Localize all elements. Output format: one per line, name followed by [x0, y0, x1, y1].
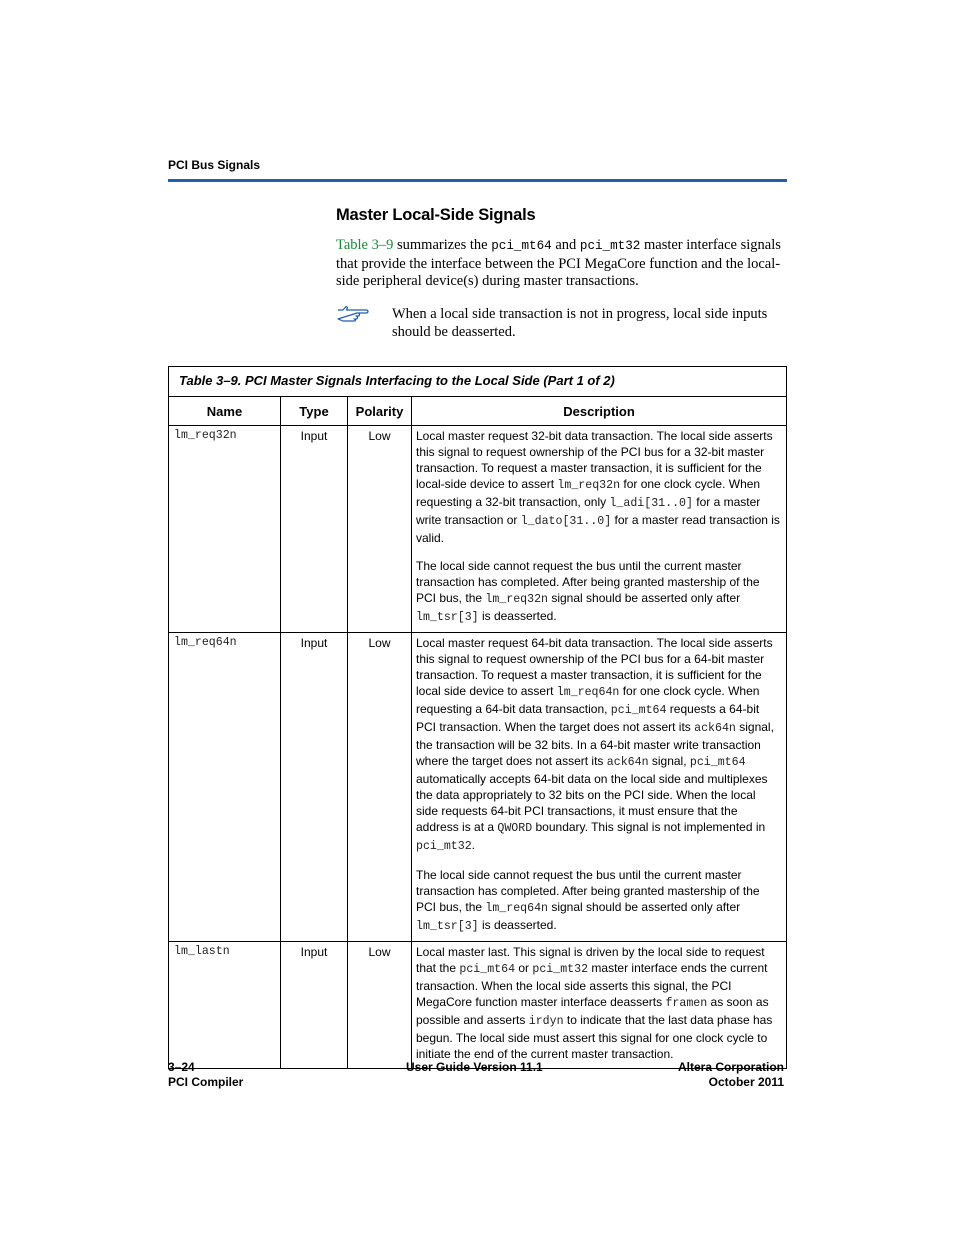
description-code: pci_mt32	[416, 840, 472, 853]
description-text: Local master request 64-bit data transaction. The local side asserts this signal to request ownership of the PCI bus for a 64-bit master transaction. To request a master transaction, it is sufficient for the local side device to assert	[416, 636, 773, 698]
description-code: irdyn	[528, 1015, 564, 1028]
description-text: The local side cannot request the bus until the current master transaction has completed. After being granted mastership of the PCI bus, the	[416, 868, 760, 914]
table-link[interactable]: Table 3–9	[336, 237, 394, 253]
description-code: framen	[665, 997, 708, 1010]
signal-name: lm_req64n	[169, 633, 281, 942]
description-code: pci_mt64	[689, 756, 746, 769]
description-paragraph	[416, 428, 780, 546]
description-text: signal, the transaction will be 32 bits. In a 64-bit master write transaction where the target does not assert its	[416, 720, 774, 768]
description-code: ack64n	[694, 722, 736, 735]
description-text: to indicate that the last data phase has begun. The local side must assert this signal for one clock cycle to initiate the end of the current master transaction.	[416, 1013, 773, 1061]
running-header: PCI Bus Signals	[168, 158, 261, 172]
guide-version: User Guide Version 11.1	[406, 1060, 543, 1074]
description-code: pci_mt32	[532, 963, 589, 976]
description-text: automatically accepts 64-bit data on the local side and multiplexes the data appropriately to 32 bits on the PCI side. When the local side requests 64-bit PCI transactions, it must ensure that the address is at a	[416, 772, 768, 834]
description-text: is deasserted.	[478, 609, 557, 623]
description-text: master interface ends the current transaction. When the local side asserts this signal, the PCI MegaCore function master interface deasserts	[416, 961, 768, 1009]
signal-type: Input	[281, 426, 348, 633]
description-text: for a master write transaction or	[416, 495, 761, 527]
signal-type: Input	[281, 633, 348, 942]
description-text: boundary. This signal is not implemented in	[532, 820, 766, 834]
description-paragraph	[416, 867, 780, 935]
description-code: lm_req32n	[485, 593, 548, 606]
description-code: lm_req32n	[557, 479, 621, 492]
description-code: lm_tsr[3]	[416, 920, 479, 933]
description-text: for a master read transaction is valid.	[416, 513, 780, 545]
description-code: l_dato[31..0]	[520, 515, 612, 528]
page-number: 3–24	[168, 1060, 195, 1074]
description-text: as soon as possible and asserts	[416, 995, 769, 1027]
table-header-row	[169, 397, 787, 426]
column-header-name: Name	[169, 397, 281, 426]
description-text: signal should be asserted only after	[548, 591, 741, 605]
intro-paragraph	[336, 237, 786, 291]
intro-code-1: pci_mt64	[491, 239, 552, 253]
description-text: The local side cannot request the bus until the current master transaction has completed. After being granted mastership of the PCI bus, the	[416, 559, 760, 605]
description-paragraph	[416, 944, 780, 1062]
signal-polarity: Low	[348, 426, 412, 633]
description-code: lm_req64n	[556, 686, 620, 699]
section-title: Master Local-Side Signals	[336, 206, 536, 224]
header-rule	[168, 179, 787, 182]
intro-code-2: pci_mt32	[579, 239, 641, 253]
note-text: When a local side transaction is not in progress, local side inputs should be deasserted.	[392, 306, 768, 340]
signal-name: lm_req32n	[169, 426, 281, 633]
signal-description	[412, 942, 787, 1069]
signal-type: Input	[281, 942, 348, 1069]
table-row	[169, 942, 787, 1069]
description-text: signal should be asserted only after	[548, 900, 741, 914]
signal-description	[412, 426, 787, 633]
signals-table	[168, 366, 787, 1069]
description-text: is deasserted.	[478, 918, 557, 932]
table-row	[169, 633, 787, 942]
column-header-description: Description	[412, 397, 787, 426]
description-code: lm_tsr[3]	[416, 611, 479, 624]
intro-text-3: master interface signals that provide the interface between the PCI MegaCore function and the local-side peripheral device(s) during master transactions.	[336, 237, 781, 289]
intro-text-2: and	[551, 237, 580, 253]
description-paragraph	[416, 558, 780, 626]
description-text: Local master last. This signal is driven by the local side to request that the	[416, 945, 765, 975]
table-caption: Table 3–9. PCI Master Signals Interfacing to the Local Side (Part 1 of 2)	[169, 367, 787, 397]
product-name: PCI Compiler	[168, 1075, 244, 1089]
description-text: Local master request 32-bit data transaction. The local side asserts this signal to request ownership of the PCI bus for a 32-bit master transaction. To request a master transaction, it is sufficient for the local-side device to assert	[416, 429, 773, 491]
table-row	[169, 426, 787, 633]
description-code: l_adi[31..0]	[609, 497, 693, 510]
intro-text-1: summarizes the	[393, 237, 492, 253]
signal-polarity: Low	[348, 942, 412, 1069]
description-text: or	[515, 961, 533, 975]
description-code: lm_req64n	[485, 902, 548, 915]
signal-polarity: Low	[348, 633, 412, 942]
description-text: signal,	[648, 754, 690, 768]
column-header-type: Type	[281, 397, 348, 426]
description-paragraph	[416, 635, 780, 855]
pointing-hand-icon	[337, 304, 369, 322]
publication-date: October 2011	[708, 1075, 784, 1089]
description-text: requests a 64-bit PCI transaction. When the target does not assert its	[416, 702, 760, 734]
description-code: ack64n	[606, 756, 649, 769]
description-text: for one clock cycle. When requesting a 32-bit transaction, only	[416, 477, 761, 509]
description-text: .	[471, 838, 476, 852]
description-code: pci_mt64	[610, 704, 667, 717]
company-name: Altera Corporation	[677, 1060, 784, 1074]
description-code: QWORD	[497, 822, 533, 835]
signal-description	[412, 633, 787, 942]
description-code: pci_mt64	[459, 963, 516, 976]
description-text: for one clock cycle. When requesting a 64-bit data transaction,	[416, 684, 760, 716]
signal-name: lm_lastn	[169, 942, 281, 1069]
column-header-polarity: Polarity	[348, 397, 412, 426]
